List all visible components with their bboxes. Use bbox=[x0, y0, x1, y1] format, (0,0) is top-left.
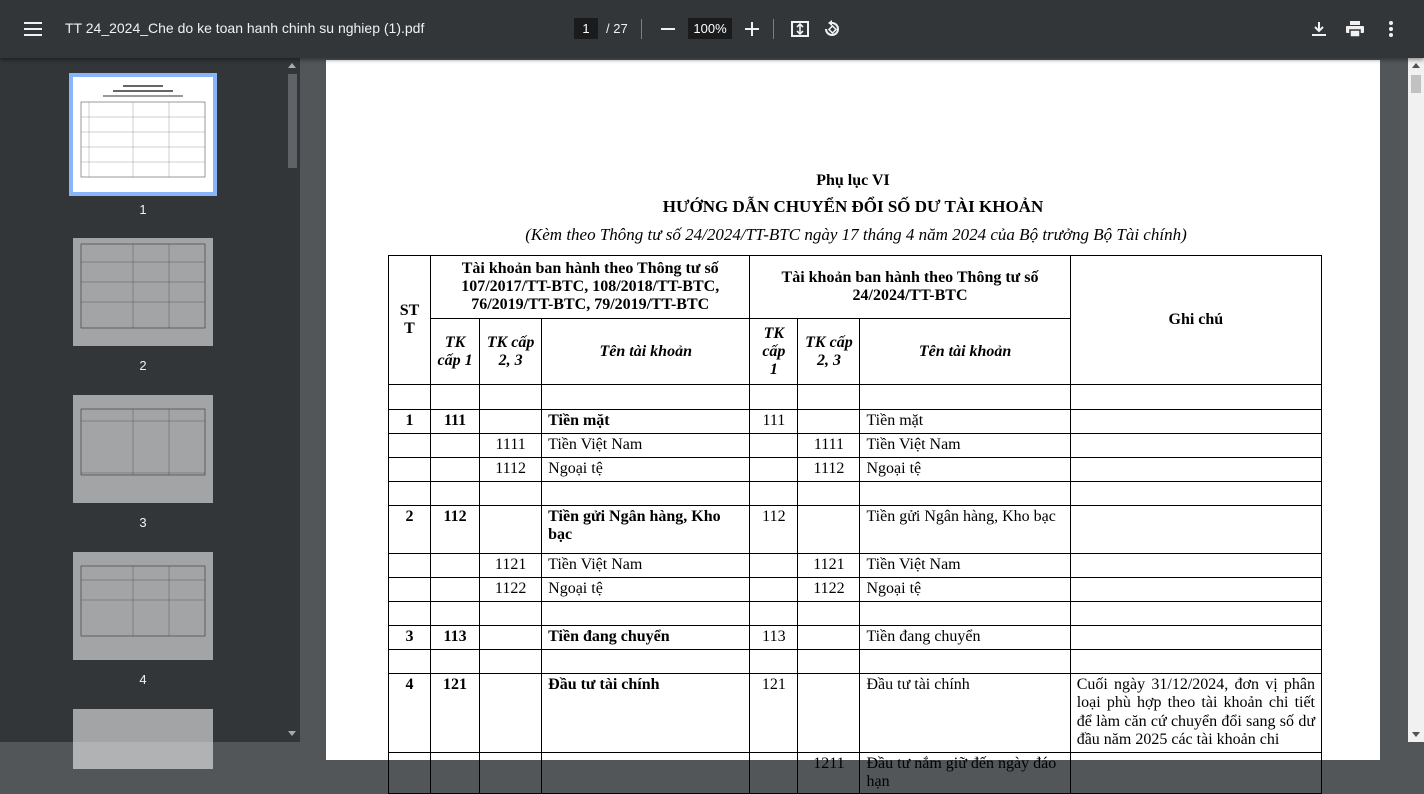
cell-old-name: Tiền mặt bbox=[542, 410, 750, 434]
cell-old-tk2 bbox=[480, 752, 542, 793]
cell-note bbox=[1070, 458, 1321, 482]
cell-new-tk2 bbox=[798, 385, 860, 410]
cell-old-tk1 bbox=[431, 752, 480, 793]
zoom-input[interactable] bbox=[688, 18, 732, 39]
page-total: / 27 bbox=[606, 21, 628, 36]
page-thumbnail[interactable] bbox=[73, 395, 213, 503]
cell-new-tk1: 113 bbox=[750, 626, 798, 650]
cell-note: Cuối ngày 31/12/2024, đơn vị phân loại phù hợp theo tài khoản chi tiết để làm căn cứ chuyển đổi sang số dư đầu năm 2025 các tài khoản chi bbox=[1070, 674, 1321, 753]
toolbar-divider bbox=[641, 19, 642, 39]
table-row bbox=[389, 506, 1322, 554]
cell-new-tk2: 1122 bbox=[798, 578, 860, 602]
cell-new-tk2 bbox=[798, 506, 860, 554]
cell-old-name bbox=[542, 385, 750, 410]
download-icon bbox=[1312, 21, 1326, 37]
table-row bbox=[389, 626, 1322, 650]
menu-icon[interactable] bbox=[15, 11, 51, 47]
page-thumbnail[interactable] bbox=[73, 709, 213, 769]
doc-subtitle: (Kèm theo Thông tư số 24/2024/TT-BTC ngày 17 tháng 4 năm 2024 của Bộ trưởng Bộ Tài chính) bbox=[525, 225, 1187, 244]
header-note: Ghi chú bbox=[1070, 256, 1321, 385]
cell-note bbox=[1070, 626, 1321, 650]
page-number-input[interactable] bbox=[574, 18, 598, 39]
cell-old-name: Tiền đang chuyển bbox=[542, 626, 750, 650]
print-button[interactable] bbox=[1337, 11, 1373, 47]
cell-new-tk1: 121 bbox=[750, 674, 798, 753]
cell-old-tk2 bbox=[480, 602, 542, 626]
cell-new-name bbox=[860, 385, 1070, 410]
zoom-out-button[interactable] bbox=[650, 11, 686, 47]
scrollbar-thumb[interactable] bbox=[1411, 75, 1421, 93]
thumbnail-sidebar bbox=[0, 58, 300, 742]
page-preview bbox=[73, 552, 213, 660]
thumbnail-label: 2 bbox=[139, 358, 147, 373]
cell-new-tk2: 1111 bbox=[798, 434, 860, 458]
more-options-button[interactable] bbox=[1373, 11, 1409, 47]
cell-note bbox=[1070, 602, 1321, 626]
sidebar-scrollbar[interactable] bbox=[285, 58, 300, 742]
cell-stt bbox=[389, 578, 431, 602]
cell-old-tk2 bbox=[480, 482, 542, 506]
rotate-button[interactable] bbox=[814, 11, 850, 47]
cell-stt: 1 bbox=[389, 410, 431, 434]
cell-new-tk2 bbox=[798, 410, 860, 434]
table-row bbox=[389, 458, 1322, 482]
cell-stt bbox=[389, 650, 431, 674]
cell-old-name: Ngoại tệ bbox=[542, 458, 750, 482]
cell-note bbox=[1070, 434, 1321, 458]
cell-new-tk1: 111 bbox=[750, 410, 798, 434]
cell-new-tk1 bbox=[750, 434, 798, 458]
doc-main-title: HƯỚNG DẪN CHUYỂN ĐỔI SỐ DƯ TÀI KHOẢN bbox=[662, 197, 1044, 216]
cell-stt bbox=[389, 554, 431, 578]
page-selector bbox=[574, 18, 628, 39]
thumbnail-label: 4 bbox=[139, 672, 147, 687]
scroll-up-icon[interactable] bbox=[288, 63, 296, 68]
cell-old-tk1: 112 bbox=[431, 506, 480, 554]
scrollbar-thumb[interactable] bbox=[288, 74, 297, 168]
cell-new-name: Đầu tư tài chính bbox=[860, 674, 1070, 753]
pdf-toolbar bbox=[0, 0, 1424, 58]
cell-new-tk1 bbox=[750, 482, 798, 506]
scroll-up-icon[interactable] bbox=[1412, 63, 1420, 68]
more-vert-icon bbox=[1389, 21, 1393, 37]
cell-note bbox=[1070, 578, 1321, 602]
header-new-accounts: Tài khoản ban hành theo Thông tư số 24/2024/TT-BTC bbox=[750, 256, 1070, 319]
cell-old-tk1 bbox=[431, 578, 480, 602]
pdf-page bbox=[326, 60, 1380, 790]
cell-old-name bbox=[542, 752, 750, 793]
cell-new-tk2 bbox=[798, 482, 860, 506]
table-row bbox=[389, 385, 1322, 410]
cell-stt: 2 bbox=[389, 506, 431, 554]
cell-new-name bbox=[860, 602, 1070, 626]
cell-new-name: Ngoại tệ bbox=[860, 578, 1070, 602]
cell-note bbox=[1070, 385, 1321, 410]
plus-icon bbox=[745, 22, 759, 36]
cell-old-tk2 bbox=[480, 385, 542, 410]
cell-old-tk1: 121 bbox=[431, 674, 480, 753]
cell-new-name bbox=[860, 482, 1070, 506]
thumbnail-label: 1 bbox=[139, 202, 147, 217]
rotate-icon bbox=[823, 20, 841, 38]
table-row bbox=[389, 482, 1322, 506]
cell-new-tk2 bbox=[798, 602, 860, 626]
account-conversion-table bbox=[388, 255, 1322, 794]
scroll-down-icon[interactable] bbox=[288, 731, 296, 736]
cell-old-tk1 bbox=[431, 482, 480, 506]
table-row bbox=[389, 410, 1322, 434]
minus-icon bbox=[661, 28, 675, 30]
cell-old-name: Tiền Việt Nam bbox=[542, 434, 750, 458]
cell-stt bbox=[389, 458, 431, 482]
cell-old-tk1 bbox=[431, 434, 480, 458]
print-icon bbox=[1346, 21, 1364, 37]
cell-stt bbox=[389, 434, 431, 458]
cell-old-tk1 bbox=[431, 385, 480, 410]
cell-note bbox=[1070, 752, 1321, 793]
header-old-accounts: Tài khoản ban hành theo Thông tư số 107/2017/TT-BTC, 108/2018/TT-BTC, 76/2019/TT-BTC, 79/2019/TT-BTC bbox=[431, 256, 750, 319]
cell-old-tk2: 1111 bbox=[480, 434, 542, 458]
page-preview bbox=[73, 77, 213, 192]
cell-new-name: Tiền gửi Ngân hàng, Kho bạc bbox=[860, 506, 1070, 554]
document-viewer bbox=[300, 58, 1424, 790]
header-name: Tên tài khoản bbox=[860, 319, 1070, 385]
cell-stt bbox=[389, 752, 431, 793]
cell-old-tk2: 1122 bbox=[480, 578, 542, 602]
cell-old-tk1: 113 bbox=[431, 626, 480, 650]
header-name: Tên tài khoản bbox=[542, 319, 750, 385]
cell-old-name bbox=[542, 602, 750, 626]
cell-new-name bbox=[860, 650, 1070, 674]
cell-new-name: Tiền mặt bbox=[860, 410, 1070, 434]
cell-note bbox=[1070, 482, 1321, 506]
header-tk2: TK cấp 2, 3 bbox=[480, 319, 542, 385]
document-title: TT 24_2024_Che do ke toan hanh chinh su nghiep (1).pdf bbox=[65, 20, 425, 36]
table-row bbox=[389, 650, 1322, 674]
viewer-scrollbar[interactable] bbox=[1408, 58, 1424, 742]
cell-new-tk1 bbox=[750, 578, 798, 602]
thumbnail-label: 3 bbox=[139, 515, 147, 530]
cell-stt bbox=[389, 602, 431, 626]
cell-new-tk1 bbox=[750, 752, 798, 793]
cell-old-tk1 bbox=[431, 602, 480, 626]
cell-stt bbox=[389, 385, 431, 410]
cell-new-tk1 bbox=[750, 650, 798, 674]
scroll-down-icon[interactable] bbox=[1412, 732, 1420, 737]
table-row bbox=[389, 602, 1322, 626]
cell-old-tk2: 1112 bbox=[480, 458, 542, 482]
cell-stt bbox=[389, 482, 431, 506]
cell-old-tk1 bbox=[431, 554, 480, 578]
header-tk1: TK cấp 1 bbox=[750, 319, 798, 385]
toolbar-divider bbox=[773, 19, 774, 39]
cell-old-tk2 bbox=[480, 410, 542, 434]
page-thumbnail[interactable] bbox=[73, 552, 213, 660]
fit-to-page-button[interactable] bbox=[782, 11, 818, 47]
cell-new-name: Tiền Việt Nam bbox=[860, 434, 1070, 458]
cell-old-tk1 bbox=[431, 458, 480, 482]
zoom-in-button[interactable] bbox=[734, 11, 770, 47]
cell-old-tk2 bbox=[480, 674, 542, 753]
cell-old-name: Tiền gửi Ngân hàng, Kho bạc bbox=[542, 506, 750, 554]
cell-new-name: Tiền Việt Nam bbox=[860, 554, 1070, 578]
cell-new-name: Tiền đang chuyển bbox=[860, 626, 1070, 650]
table-row bbox=[389, 578, 1322, 602]
table-row bbox=[389, 434, 1322, 458]
cell-new-tk2: 1121 bbox=[798, 554, 860, 578]
cell-note bbox=[1070, 554, 1321, 578]
header-tk1: TK cấp 1 bbox=[431, 319, 480, 385]
cell-new-tk1 bbox=[750, 602, 798, 626]
cell-old-tk1 bbox=[431, 650, 480, 674]
table-body bbox=[389, 385, 1322, 794]
doc-appendix-title: Phụ lục VI bbox=[816, 172, 890, 189]
cell-new-tk2 bbox=[798, 674, 860, 753]
download-button[interactable] bbox=[1301, 11, 1337, 47]
cell-old-tk2: 1121 bbox=[480, 554, 542, 578]
page-thumbnail[interactable] bbox=[73, 77, 213, 192]
cell-old-name: Đầu tư tài chính bbox=[542, 674, 750, 753]
cell-note bbox=[1070, 650, 1321, 674]
cell-old-tk1: 111 bbox=[431, 410, 480, 434]
cell-stt: 3 bbox=[389, 626, 431, 650]
cell-old-tk2 bbox=[480, 506, 542, 554]
cell-old-name bbox=[542, 650, 750, 674]
table-row bbox=[389, 554, 1322, 578]
cell-stt: 4 bbox=[389, 674, 431, 753]
table-row bbox=[389, 674, 1322, 753]
cell-new-tk2: 1112 bbox=[798, 458, 860, 482]
header-tk2: TK cấp 2, 3 bbox=[798, 319, 860, 385]
cell-new-tk1 bbox=[750, 458, 798, 482]
cell-old-tk2 bbox=[480, 650, 542, 674]
cell-new-tk2: 1211 bbox=[798, 752, 860, 793]
fit-page-icon bbox=[791, 21, 809, 37]
cell-new-name: Ngoại tệ bbox=[860, 458, 1070, 482]
cell-new-tk1: 112 bbox=[750, 506, 798, 554]
cell-new-tk2 bbox=[798, 650, 860, 674]
cell-old-tk2 bbox=[480, 626, 542, 650]
table-row bbox=[389, 752, 1322, 793]
page-thumbnail[interactable] bbox=[73, 238, 213, 346]
cell-new-tk2 bbox=[798, 626, 860, 650]
cell-new-tk1 bbox=[750, 554, 798, 578]
page-preview bbox=[73, 395, 213, 503]
cell-old-name: Tiền Việt Nam bbox=[542, 554, 750, 578]
cell-note bbox=[1070, 506, 1321, 554]
header-stt: ST T bbox=[389, 256, 431, 385]
cell-old-name bbox=[542, 482, 750, 506]
cell-new-name: Đầu tư nắm giữ đến ngày đáo hạn bbox=[860, 752, 1070, 793]
cell-note bbox=[1070, 410, 1321, 434]
page-preview bbox=[73, 238, 213, 346]
cell-old-name: Ngoại tệ bbox=[542, 578, 750, 602]
cell-new-tk1 bbox=[750, 385, 798, 410]
